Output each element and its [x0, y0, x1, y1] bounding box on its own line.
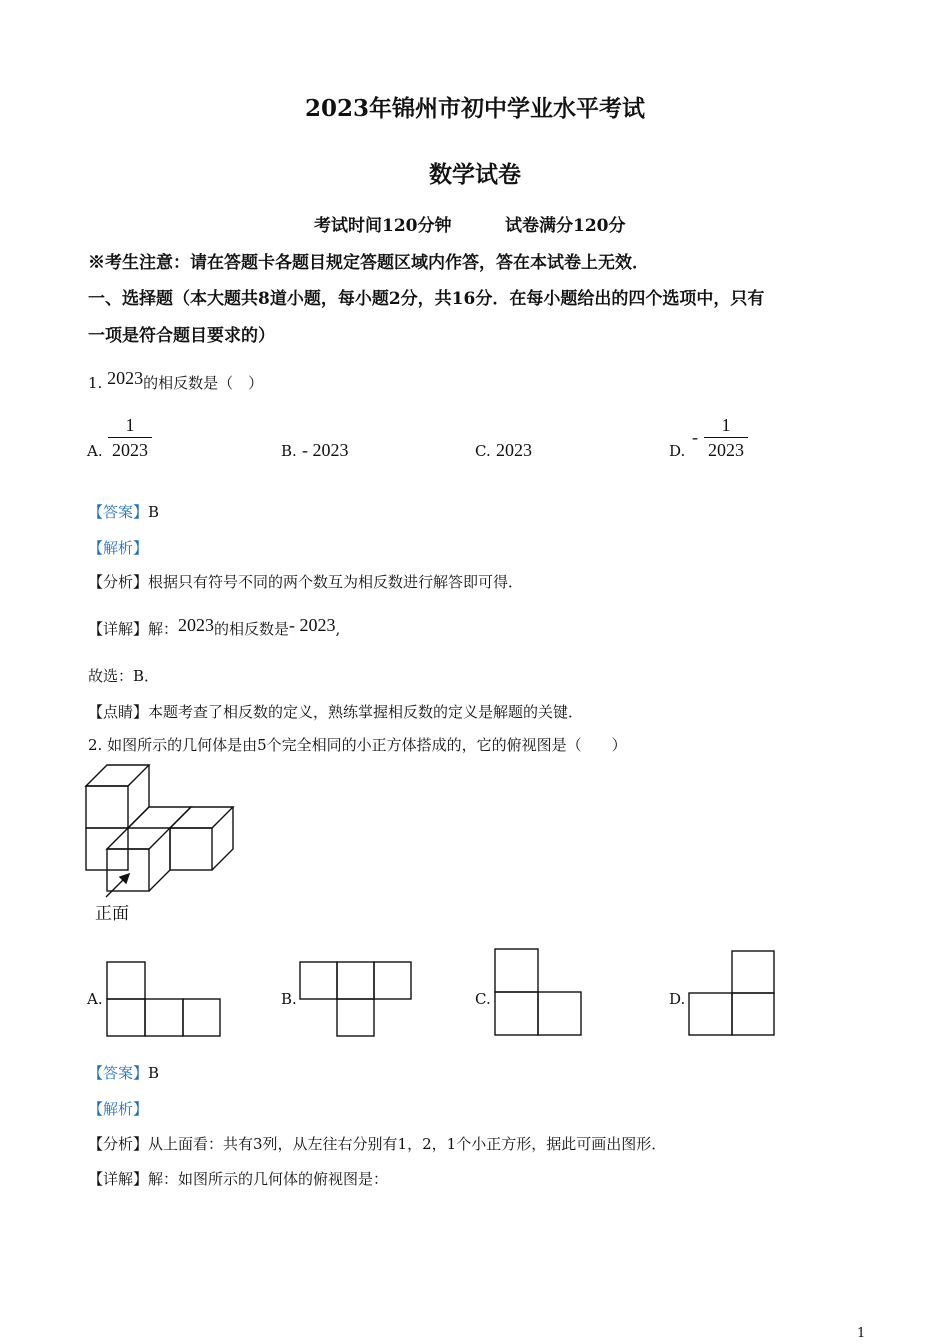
exam-time: 考试时间120分钟 — [314, 216, 452, 236]
fraction-bar — [704, 437, 748, 438]
q2-option-d-label: D. — [669, 990, 686, 1008]
q2-option-a-figure[interactable] — [107, 962, 221, 1038]
q2-option-d-figure[interactable] — [689, 951, 777, 1037]
dianjing-text: 本题考查了相反数的定义，熟练掌握相反数的定义是解题的关键． — [148, 703, 584, 721]
xiangjie-math1: 2023 — [178, 615, 215, 635]
page-subtitle: 数学试卷 — [429, 161, 521, 188]
dianjing-tag: 【点睛】 — [88, 703, 149, 721]
q2-answer — [88, 1062, 159, 1083]
q1-text: 的相反数是（ ） — [143, 374, 264, 392]
xiangjie-math2: - 2023 — [289, 615, 336, 635]
q1-dianjing — [88, 701, 583, 722]
q2-xiangjie — [88, 1168, 388, 1189]
q1-answer — [88, 501, 159, 522]
page-title: 2023年锦州市初中学业水平考试 — [304, 95, 645, 122]
section1-line2: 一项是符合题目要求的） — [88, 326, 275, 346]
fraction-numerator: 1 — [125, 415, 135, 435]
fenxi-tag: 【分析】 — [88, 573, 149, 591]
q1-option-b-label: B. — [281, 442, 297, 460]
front-label: 正面 — [95, 904, 129, 924]
q2-analysis-tag: 【解析】 — [88, 1100, 149, 1118]
xiangjie-mid: 的相反数是 — [214, 620, 290, 638]
q2-stem: 2. 如图所示的几何体是由5个完全相同的小正方体搭成的，它的俯视图是（ ） — [88, 736, 627, 754]
answer-value: B — [148, 503, 160, 521]
fenxi-text: 根据只有符号不同的两个数互为相反数进行解答即可得． — [148, 573, 524, 591]
fraction-bar — [108, 437, 152, 438]
q1-option-d-label: D. — [669, 442, 686, 460]
answer-value: B — [148, 1064, 160, 1082]
full-score: 试卷满分120分 — [505, 216, 626, 236]
xiangjie-tag: 【详解】 — [88, 1170, 149, 1188]
xiangjie-tag: 【详解】 — [88, 620, 149, 638]
answer-tag: 【答案】 — [88, 503, 149, 521]
fraction-numerator: 1 — [721, 415, 731, 435]
q1-option-c-label: C. — [475, 442, 491, 460]
q1-option-a-fraction — [108, 414, 152, 461]
q1-guxuan: 故选：B． — [88, 667, 160, 685]
q1-math: 2023 — [107, 368, 144, 388]
q2-option-b-figure[interactable] — [300, 962, 412, 1038]
q2-option-c-figure[interactable] — [495, 949, 583, 1037]
q2-option-a-label: A. — [87, 990, 103, 1008]
q2-fenxi — [88, 1133, 666, 1154]
section1-line1: 一、选择题（本大题共8道小题，每小题2分，共16分．在每小题给出的四个选项中，只有 — [88, 289, 765, 309]
fraction-denominator: 2023 — [112, 440, 148, 460]
fenxi-text: 从上面看：共有3列，从左往右分别有1，2，1个小正方形，据此可画出图形． — [148, 1135, 667, 1153]
q2-option-b-label: B. — [281, 990, 297, 1008]
q1-fenxi — [88, 571, 523, 592]
page-number: 1 — [857, 1326, 866, 1341]
fraction-denominator: 2023 — [708, 440, 744, 460]
xiangjie-post: , — [335, 620, 341, 638]
xiangjie-pre: 解： — [148, 620, 179, 638]
q2-option-c-label: C. — [475, 990, 491, 1008]
answer-tag: 【答案】 — [88, 1064, 149, 1082]
q1-analysis-tag: 【解析】 — [88, 539, 149, 557]
q1-xiangjie — [88, 615, 341, 639]
q1-option-c-value: 2023 — [496, 440, 532, 460]
q1-option-d-fraction — [704, 414, 748, 461]
q1-stem — [88, 368, 264, 393]
q1-option-b-value: - 2023 — [302, 440, 349, 460]
notice: ※考生注意：请在答题卡各题目规定答题区域内作答，答在本试卷上无效． — [88, 253, 649, 273]
q1-option-d-sign: - — [692, 427, 698, 447]
q1-number: 1. — [88, 374, 103, 392]
q1-option-a-label: A. — [87, 442, 103, 460]
fenxi-tag: 【分析】 — [88, 1135, 149, 1153]
xiangjie-text: 解：如图所示的几何体的俯视图是： — [148, 1170, 389, 1188]
q2-cube-figure — [86, 765, 236, 895]
